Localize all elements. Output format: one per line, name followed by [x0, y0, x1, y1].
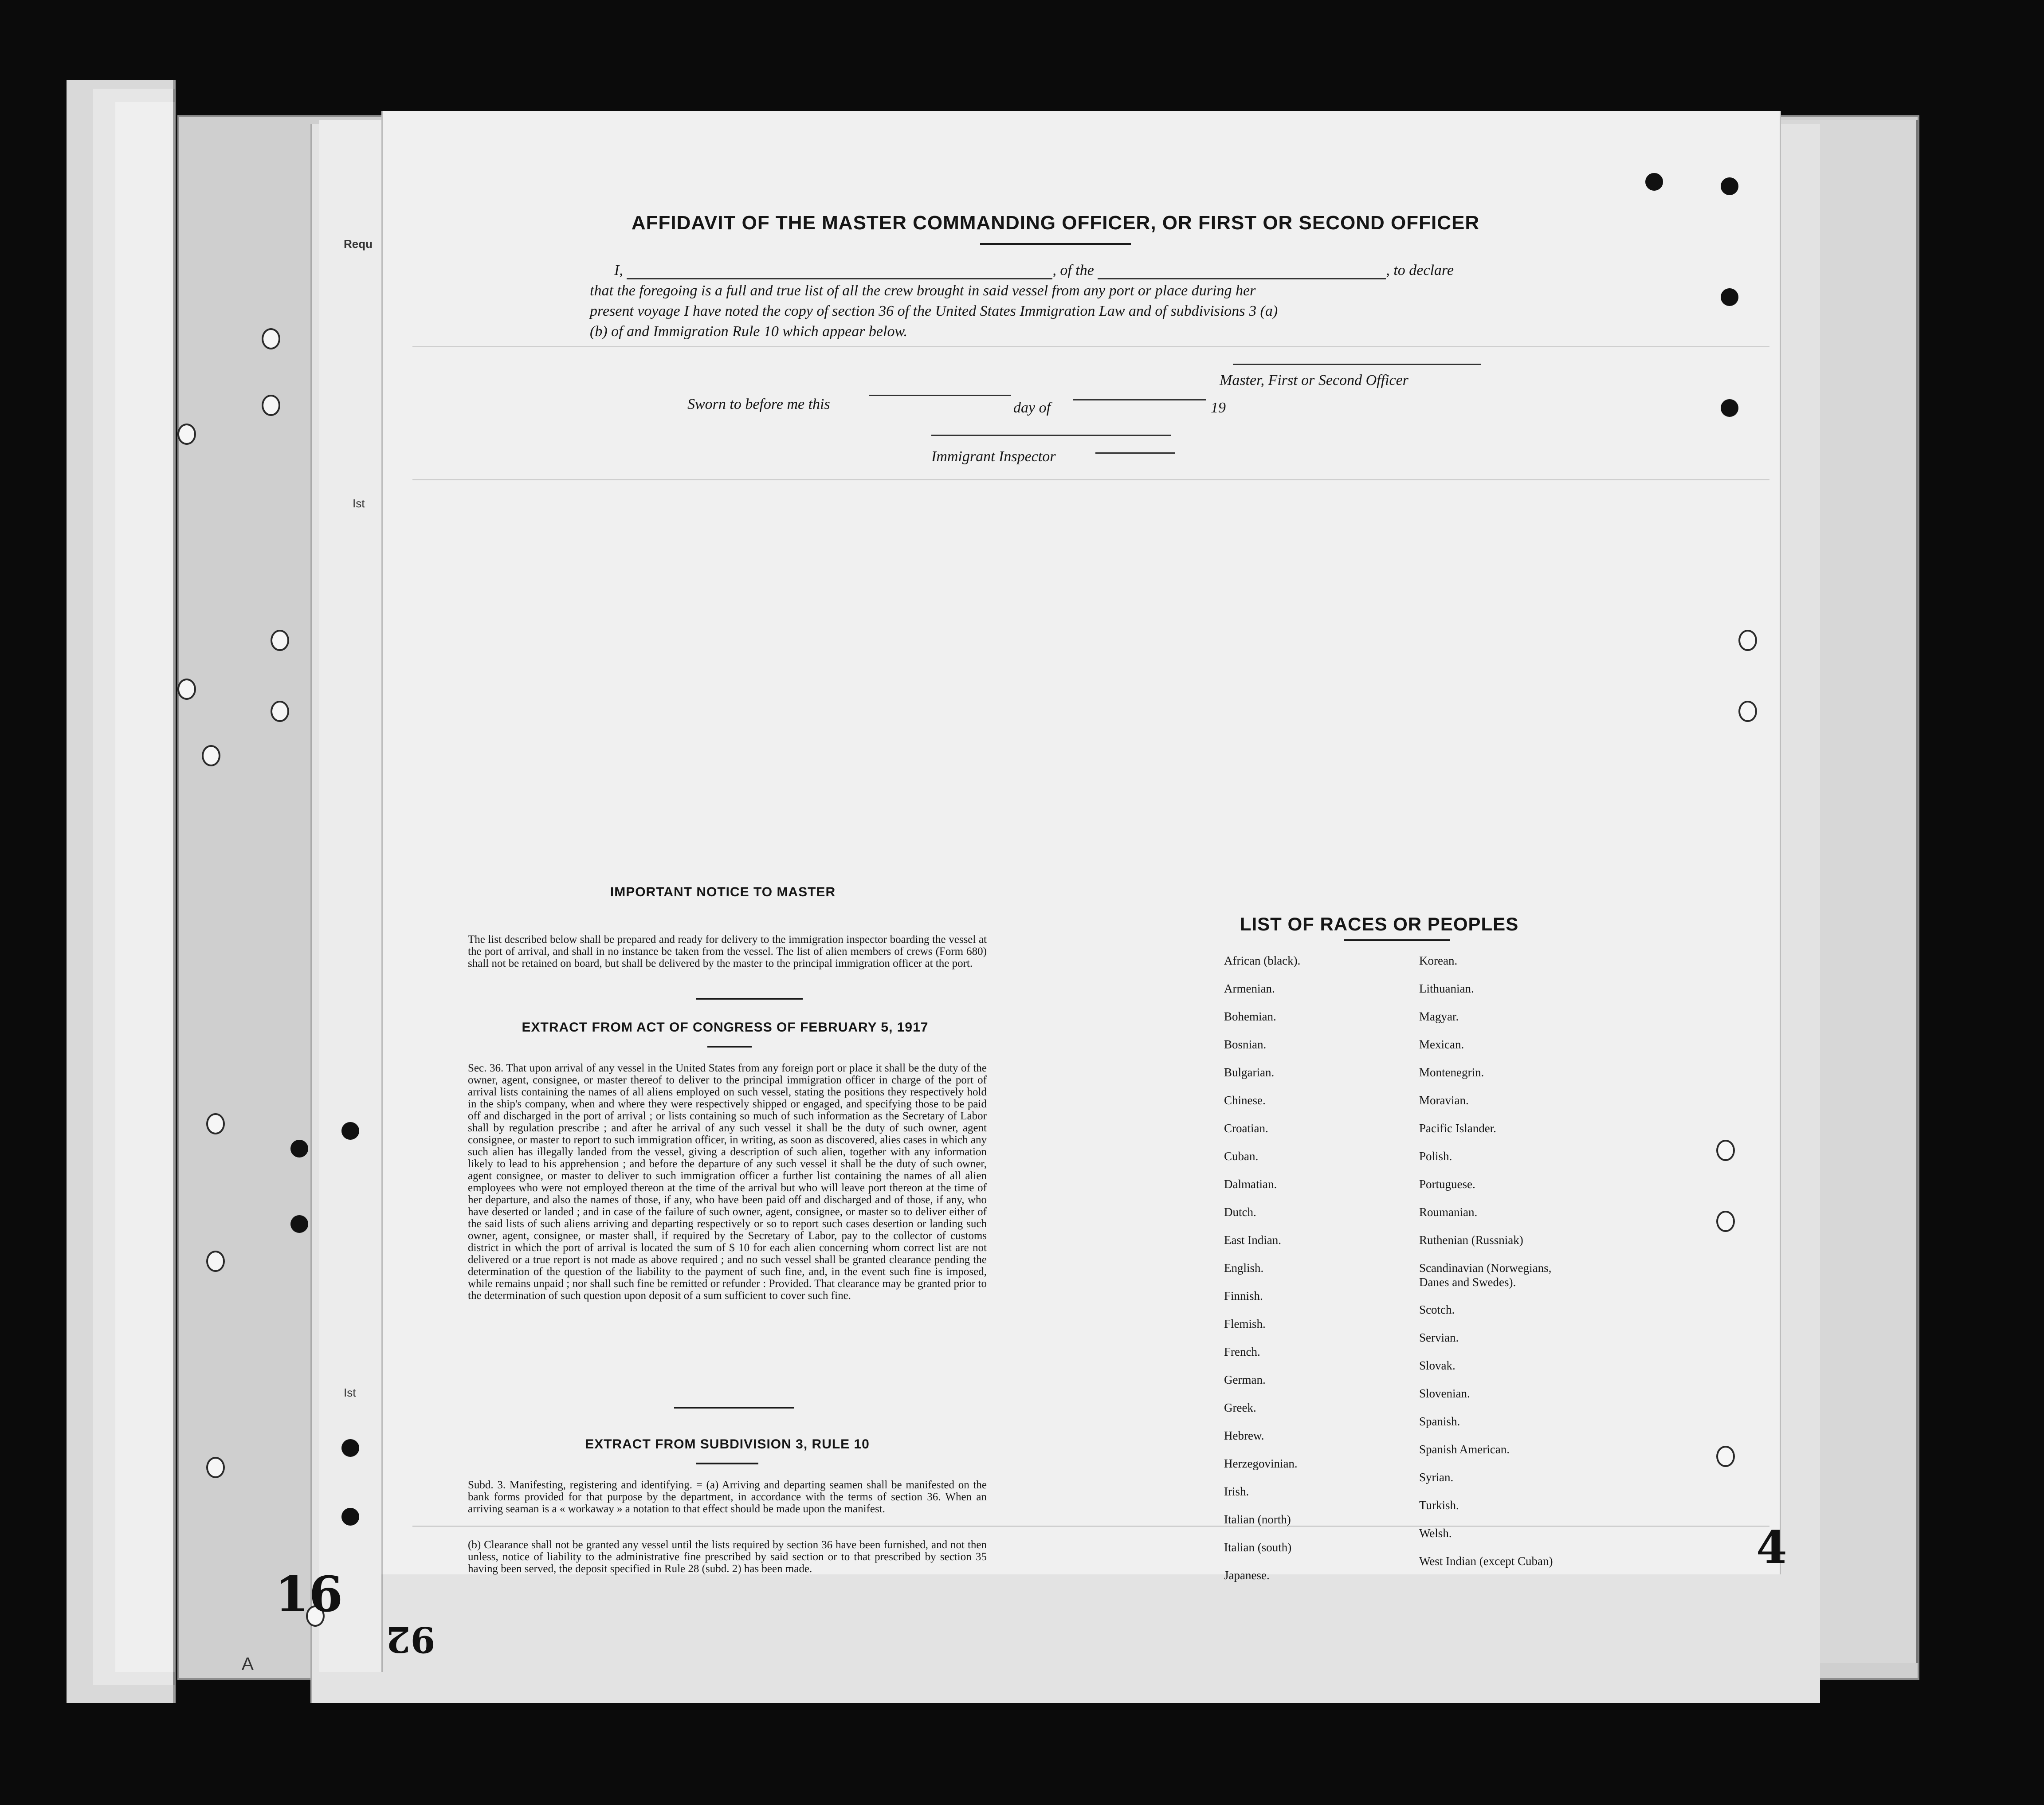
punch-hole: [262, 395, 280, 416]
race-item: Italian (north): [1224, 1513, 1291, 1526]
race-item: Montenegrin.: [1419, 1066, 1484, 1079]
affidavit-declaration-line-1: [614, 262, 1506, 279]
title-rule: [980, 243, 1131, 245]
race-item: Servian.: [1419, 1331, 1459, 1344]
race-item: French.: [1224, 1345, 1260, 1358]
race-item: Italian (south): [1224, 1541, 1292, 1554]
race-item: Bulgarian.: [1224, 1066, 1275, 1079]
affidavit-declaration-line-4: (b) of and Immigration Rule 10 which appear below.: [590, 323, 908, 340]
race-item: English.: [1224, 1261, 1264, 1275]
stamped-number-bottom: 92: [386, 1619, 435, 1660]
punch-hole: [1721, 177, 1738, 195]
year-label: 19: [1211, 400, 1226, 416]
race-item: East Indian.: [1224, 1233, 1281, 1247]
punch-hole: [177, 679, 196, 700]
sworn-label: Sworn to before me this: [687, 396, 830, 412]
race-item: Korean.: [1419, 954, 1458, 967]
punch-hole: [202, 745, 220, 766]
master-signature-field[interactable]: [1233, 364, 1481, 365]
rule-title-rule: [696, 1463, 758, 1464]
race-item: West Indian (except Cuban): [1419, 1554, 1553, 1568]
races-title-rule: [1344, 939, 1450, 941]
underlying-row-label: Ist: [353, 497, 365, 510]
back-sheet-left-3: [115, 102, 175, 1672]
race-item: Polish.: [1419, 1150, 1452, 1163]
race-item: Mexican.: [1419, 1038, 1464, 1051]
punch-hole: [1716, 1211, 1735, 1232]
race-item: Lithuanian.: [1419, 982, 1474, 995]
punch-hole: [1716, 1140, 1735, 1161]
underlying-row-label-2: Ist: [344, 1386, 356, 1399]
master-signature-label: Master, First or Second Officer: [1220, 372, 1408, 388]
race-item: Finnish.: [1224, 1289, 1263, 1303]
race-item: Greek.: [1224, 1401, 1256, 1414]
rule-extract-body-a: Subd. 3. Manifesting, registering and identifying. = (a) Arriving and departing seamen shall be manifested on the bank forms provided for that purpose by the department, in accordance with the terms of section 36. When an arriving seaman is a « workaway » a notation to that effect should be made upon the manifest.: [468, 1479, 987, 1515]
inspector-label: Immigrant Inspector: [931, 448, 1056, 465]
sworn-day-field[interactable]: [869, 395, 1011, 396]
affidavit-declaration-line-2: that the foregoing is a full and true list of all the crew brought in said vessel from any port or place during her: [590, 283, 1256, 299]
punch-hole: [1721, 288, 1738, 306]
punch-hole: [1716, 1446, 1735, 1467]
sworn-month-field[interactable]: [1073, 399, 1206, 400]
punch-hole: [341, 1439, 359, 1457]
race-item: Spanish.: [1419, 1415, 1460, 1428]
punch-hole: [206, 1457, 225, 1478]
race-item: Flemish.: [1224, 1317, 1266, 1330]
race-item: German.: [1224, 1373, 1266, 1386]
affidavit-declaration-line-3: present voyage I have noted the copy of section 36 of the United States Immigration Law and of subdivisions 3 (a): [590, 303, 1278, 319]
punch-hole: [271, 630, 289, 651]
race-item: Dutch.: [1224, 1205, 1256, 1219]
race-item: Pacific Islander.: [1419, 1122, 1496, 1135]
punch-hole: [1645, 173, 1663, 191]
race-item: Croatian.: [1224, 1122, 1268, 1135]
race-item: Slovak.: [1419, 1359, 1456, 1372]
inspector-signature-field[interactable]: [931, 435, 1171, 436]
act-title-rule: [707, 1046, 752, 1048]
punch-hole: [341, 1508, 359, 1526]
master-name-field[interactable]: [627, 278, 1052, 279]
underlying-form-text: Requ: [344, 237, 373, 251]
punch-hole: [271, 701, 289, 722]
stamped-number-left: 16: [275, 1566, 343, 1623]
race-item: Turkish.: [1419, 1499, 1459, 1512]
race-item: Bohemian.: [1224, 1010, 1276, 1023]
race-item: Syrian.: [1419, 1471, 1454, 1484]
rule-extract-title: EXTRACT FROM SUBDIVISION 3, RULE 10: [585, 1437, 870, 1452]
race-item: Japanese.: [1224, 1569, 1270, 1582]
punch-hole: [1738, 701, 1757, 722]
race-item: Scotch.: [1419, 1303, 1455, 1316]
punch-hole: [1721, 399, 1738, 417]
races-title: LIST OF RACES OR PEOPLES: [1240, 914, 1519, 934]
punch-hole: [1738, 630, 1757, 651]
race-item: Hebrew.: [1224, 1429, 1264, 1442]
race-item: Magyar.: [1419, 1010, 1459, 1023]
to-declare-label: , to declare: [1386, 262, 1454, 279]
inspector-rule: [1095, 452, 1175, 454]
race-item: Scandinavian (Norwegians, Danes and Swedes).: [1419, 1261, 1552, 1289]
punch-hole: [177, 424, 196, 445]
notice-title: IMPORTANT NOTICE TO MASTER: [610, 885, 836, 899]
race-item: Spanish American.: [1419, 1443, 1510, 1456]
race-item: Welsh.: [1419, 1526, 1452, 1540]
pencil-mark: A: [242, 1654, 254, 1674]
punch-hole: [206, 1251, 225, 1272]
punch-hole: [290, 1215, 308, 1233]
race-item: Moravian.: [1419, 1094, 1469, 1107]
of-the-label: , of the: [1052, 262, 1094, 279]
punch-hole: [262, 328, 280, 349]
notice-body: The list described below shall be prepared and ready for delivery to the immigration inspector boarding the vessel at the port of arrival, and shall in no instance be taken from the vessel. The list of alien members of crews (Form 680) shall not be retained on board, but shall be delivered by the master to the principal immigration officer at the port.: [468, 934, 987, 969]
race-item: Chinese.: [1224, 1094, 1266, 1107]
punch-hole: [290, 1140, 308, 1158]
notice-rule: [696, 998, 803, 1000]
i-label: I,: [614, 262, 623, 279]
affidavit-title: AFFIDAVIT OF THE MASTER COMMANDING OFFICER, OR FIRST OR SECOND OFFICER: [631, 212, 1480, 234]
rule-extract-body-b: (b) Clearance shall not be granted any vessel until the lists required by section 36 have been furnished, and not then unless, notice of liability to the administrative fine prescribed by said section or to that prescribed by section 35 having been served, the deposit specified in Rule 28 (subd. 2) has been made.: [468, 1539, 987, 1575]
races-right-column: [1419, 954, 1605, 1583]
race-item: Portuguese.: [1419, 1177, 1475, 1191]
vessel-name-field[interactable]: [1098, 278, 1386, 279]
ghost-rule: [412, 479, 1769, 480]
stamped-number-right: 4: [1756, 1521, 1787, 1573]
race-item: African (black).: [1224, 954, 1301, 967]
race-item: Roumanian.: [1419, 1205, 1478, 1219]
race-item: Herzegovinian.: [1224, 1457, 1298, 1470]
act-extract-body: Sec. 36. That upon arrival of any vessel in the United States from any foreign port or place it shall be the duty of the owner, agent, consignee, or master thereof to deliver to the principal immigration officer in charge of the port of arrival lists containing the names of all aliens employed on such vessel, stating the positions they respectively hold in the ship's company, when and where they were respectively shipped or engaged, and specifying those to be paid off and discharged in the port of arrival ; or lists containing so much of such information as the Secretary of Labor shall by regulation prescribe ; and after he arrival of any such vessel it shall be the duty of such owner, agent consignee, or master to report to such immigration officer, in writing, as soon as discovered, alies cases in which any such alien has illegally landed from the vessel, giving a description of such alien, together with any information likely to lead to his apprehension ; and before the departure of any such vessel it shall be the duty of such owner, agent consignee, or master to deliver to such immigration officer a further list containing the names of all alien employees who were not employed thereon at the time of the arrival but who will leave port thereon at the time of her departure, and also the names of those, if any, who have been paid off and discharged and of those, if any, who have deserted or landed ; and in case of the failure of such owner, agent, consignee, or master so to deliver either of the said lists of such aliens arriving and departing respectively or so to report such cases desertion or landing such owner, agent, consignee, or master shall, if required by the Secretary of Labor, pay to the collector of customs district in which the port of arrival is located the sum of $ 10 for each alien concerning whom correct list are not delivered or a true report is not made as above required ; and no such vessel shall be granted clearance pending the determination of the question of the liability to the payment of such fine, and, in the event such fine is imposed, while remains unpaid ; nor shall such fine be remitted or refunder : Provided. That clearance may be granted prior to the determination of such question upon deposit of a sum sufficient to cover such fine.: [468, 1062, 987, 1302]
act-rule: [674, 1407, 794, 1409]
race-item: Slovenian.: [1419, 1387, 1470, 1400]
act-extract-title: EXTRACT FROM ACT OF CONGRESS OF FEBRUARY 5, 1917: [522, 1020, 929, 1035]
day-of-label: day of: [1013, 400, 1051, 416]
race-item: Armenian.: [1224, 982, 1275, 995]
race-item: Cuban.: [1224, 1150, 1259, 1163]
punch-hole: [206, 1113, 225, 1134]
punch-hole: [341, 1122, 359, 1140]
races-left-column: [1224, 954, 1393, 1583]
race-item: Bosnian.: [1224, 1038, 1267, 1051]
race-item: Irish.: [1224, 1485, 1249, 1498]
race-item: Dalmatian.: [1224, 1177, 1277, 1191]
race-item: Ruthenian (Russniak): [1419, 1233, 1523, 1247]
ghost-rule: [412, 346, 1769, 347]
